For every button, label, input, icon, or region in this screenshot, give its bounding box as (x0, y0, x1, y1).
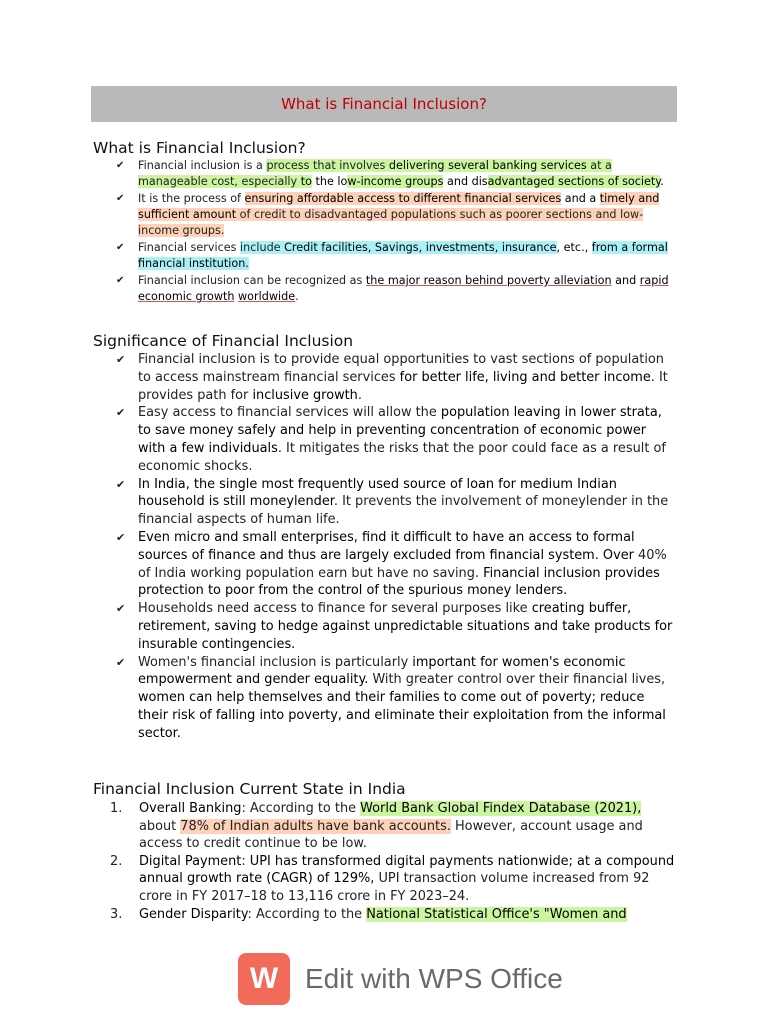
title-bar (91, 86, 677, 122)
wps-edit-text: Edit with WPS Office (305, 963, 563, 994)
list-item: ✔ Financial inclusion is to provide equal opportunities to vast sections of population to access mainstream financial services for better life, living and better income. It provides path for inclusive growth. (115, 351, 675, 404)
list-item: 3. Gender Disparity: According to the National Statistical Office's "Women and (110, 906, 627, 922)
list-item: ✔ It is the process of ensuring affordable access to different financial services and a timely and sufficient amount of credit to disadvantaged populations such as poorer sections and low-income groups. (115, 191, 675, 239)
wps-edit-banner[interactable] (238, 953, 563, 1005)
list-item: ✔ Households need access to finance for several purposes like creating buffer, retirement, saving to hedge against unpredictable situations and take products for insurable contingencies. (115, 600, 675, 653)
list-item: ✔ Women's financial inclusion is particularly important for women's economic empowerment and gender equality. With greater control over their financial lives, women can help themselves and their families to come out of poverty; reduce their risk of falling into poverty, and eliminate their exploitation from the informal sector. (115, 654, 675, 743)
section-2-list (115, 351, 675, 743)
list-item: ✔ Financial services include Credit facilities, Savings, investments, insurance, etc., from a formal financial institution. (115, 240, 675, 272)
section-heading-current-state: Financial Inclusion Current State in India (93, 780, 406, 798)
list-item: ✔ In India, the single most frequently used source of loan for medium Indian household is still moneylender. It prevents the involvement of moneylender in the financial aspects of human life. (115, 476, 675, 529)
list-item: ✔ Even micro and small enterprises, find it difficult to have an access to formal sources of finance and thus are largely excluded from financial system. Over 40% of India working population earn but have no saving. Financial inclusion provides protection to poor from the control of the spurious money lenders. (115, 529, 675, 600)
list-item: 1. Overall Banking: According to the World Bank Global Findex Database (2021), about 78% of Indian adults have bank accounts. However, account usage and access to credit continue to be low. (110, 801, 643, 852)
section-1-list (115, 158, 675, 306)
section-heading-what-is: What is Financial Inclusion? (93, 139, 306, 157)
wps-logo-icon: W (238, 953, 290, 1005)
section-3-list (110, 800, 680, 923)
page-title: What is Financial Inclusion? (281, 95, 487, 113)
section-heading-significance: Significance of Financial Inclusion (93, 332, 354, 350)
list-item: ✔ Financial inclusion can be recognized as the major reason behind poverty alleviation and rapid economic growth worldwide. (115, 273, 675, 305)
list-item: 2. Digital Payment: UPI has transformed digital payments nationwide; at a compound annual growth rate (CAGR) of 129%, UPI transaction volume increased from 92 crore in FY 2017–18 to 13,116 crore in FY 2023–24. (110, 853, 675, 904)
list-item: ✔ Easy access to financial services will allow the population leaving in lower strata, to save money safely and help in preventing concentration of economic power with a few individuals. It mitigates the risks that the poor could face as a result of economic shocks. (115, 404, 675, 475)
list-item: ✔ Financial inclusion is a process that involves delivering several banking services at a manageable cost, especially to the low-income groups and disadvantaged sections of society. (115, 158, 675, 190)
